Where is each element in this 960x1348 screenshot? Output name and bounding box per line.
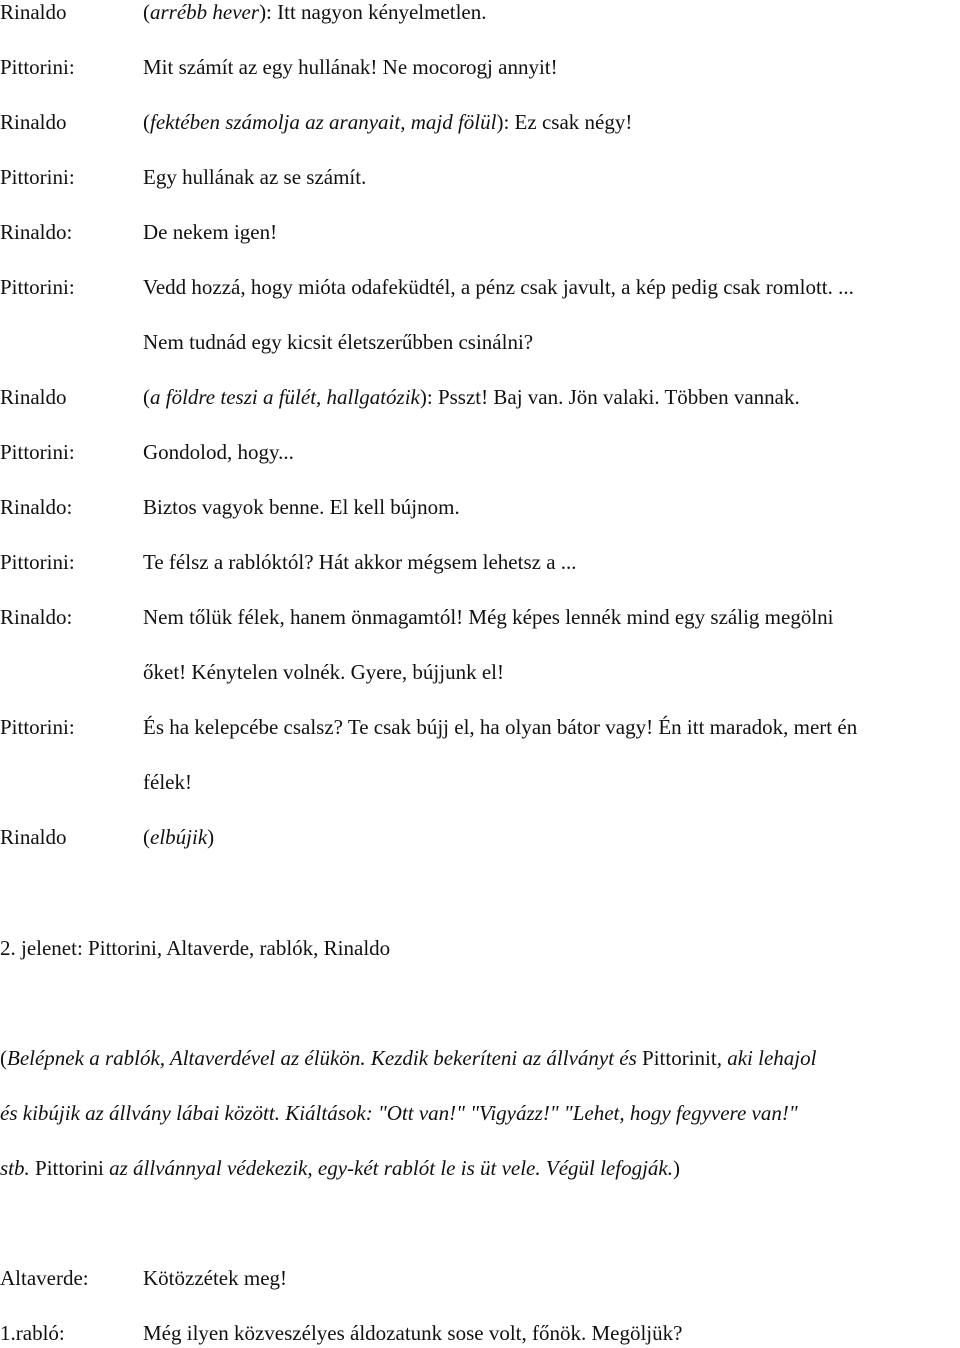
speaker-name: Pittorini: (0, 715, 75, 739)
text-run: stb. (0, 1156, 36, 1180)
stage-direction-line (0, 1100, 798, 1126)
text-run: elbújik (150, 825, 208, 849)
dialogue-line (143, 109, 632, 135)
text-run: ): Ez csak négy! (496, 110, 633, 134)
text-run: ( (143, 0, 150, 24)
dialogue-line (143, 384, 800, 410)
text-run: Nem tudnád egy kicsit életszerűbben csinálni? (143, 330, 534, 354)
dialogue-line (143, 1320, 682, 1346)
dialogue-line (143, 1265, 287, 1291)
text-run: ( (143, 825, 150, 849)
dialogue-line (143, 439, 294, 465)
speaker-name: 1.rabló: (0, 1321, 65, 1345)
text-run: ): Itt nagyon kényelmetlen. (259, 0, 487, 24)
text-run: Pittorinit (642, 1046, 717, 1070)
text-run: Még ilyen közveszélyes áldozatunk sose volt, főnök. Megöljük? (143, 1321, 683, 1345)
text-run: Pittorini (35, 1156, 104, 1180)
text-run: ): Psszt! Baj van. Jön valaki. Többen vannak. (419, 385, 800, 409)
text-run: a földre teszi a fülét, hallgatózik (150, 385, 420, 409)
text-run: Vedd hozzá, hogy mióta odafeküdtél, a pénz csak javult, a kép pedig csak romlott. ... (143, 275, 854, 299)
speaker-name: Pittorini: (0, 55, 75, 79)
text-run: És ha kelepcébe csalsz? Te csak bújj el, ha olyan bátor vagy! Én itt maradok, mert én (143, 715, 858, 739)
speaker-name: Rinaldo (0, 110, 67, 134)
dialogue-line (143, 219, 277, 245)
text-run: Kötözzétek meg! (143, 1266, 288, 1290)
dialogue-line (143, 329, 533, 355)
text-run: és kibújik az állvány lábai között. Kiáltások: "Ott van!" "Vigyázz!" "Lehet, hogy fegyvere van!" (0, 1101, 798, 1125)
text-run: Biztos vagyok benne. El kell bújnom. (143, 495, 460, 519)
dialogue-line (143, 494, 460, 520)
dialogue-line (143, 769, 192, 795)
dialogue-line (143, 604, 834, 630)
text-run: ( (143, 110, 150, 134)
speaker-name: Pittorini: (0, 550, 75, 574)
text-run: arrébb hever (150, 0, 260, 24)
dialogue-line (143, 824, 214, 850)
text-run: ) (207, 825, 215, 849)
text-run: az állvánnyal védekezik, egy-két rablót le is üt vele. Végül lefogják. (103, 1156, 673, 1180)
text-run: ) (673, 1156, 680, 1180)
text-run: Mit számít az egy hullának! Ne mocorogj annyit! (143, 55, 558, 79)
text-run: félek! (143, 770, 192, 794)
text-run: ( (143, 385, 150, 409)
dialogue-line (143, 164, 366, 190)
text-run: fektében számolja az aranyait, majd fölül (150, 110, 497, 134)
speaker-name: Rinaldo: (0, 605, 73, 629)
dialogue-line (143, 274, 854, 300)
dialogue-line (143, 0, 487, 25)
speaker-name: Pittorini: (0, 275, 75, 299)
speaker-name: Altaverde: (0, 1266, 89, 1290)
text-run: De nekem igen! (143, 220, 278, 244)
speaker-name: Rinaldo (0, 385, 67, 409)
text-run: Gondolod, hogy... (143, 440, 294, 464)
speaker-name: Rinaldo: (0, 220, 73, 244)
dialogue-line (143, 714, 857, 740)
text-run: Egy hullának az se számít. (143, 165, 367, 189)
scene-heading: 2. jelenet: Pittorini, Altaverde, rablók, Rinaldo (0, 936, 391, 960)
stage-direction-line (0, 1045, 816, 1071)
speaker-name: Rinaldo: (0, 495, 73, 519)
stage-direction-line (0, 1155, 680, 1181)
text-run: Nem tőlük félek, hanem önmagamtól! Még képes lennék mind egy szálig megölni (143, 605, 834, 629)
speaker-name: Rinaldo (0, 825, 67, 849)
text-run: Te félsz a rablóktól? Hát akkor mégsem lehetsz a ... (143, 550, 577, 574)
dialogue-line (143, 659, 504, 685)
speaker-name: Pittorini: (0, 440, 75, 464)
text-run: őket! Kénytelen volnék. Gyere, bújjunk el! (143, 660, 504, 684)
text-run: ( (0, 1046, 7, 1070)
dialogue-line (143, 549, 577, 575)
text-run: Belépnek a rablók, Altaverdével az élükön. Kezdik bekeríteni az állványt és (7, 1046, 643, 1070)
speaker-name: Pittorini: (0, 165, 75, 189)
dialogue-line (143, 54, 558, 80)
text-run: , aki lehajol (716, 1046, 817, 1070)
speaker-name: Rinaldo (0, 0, 67, 24)
